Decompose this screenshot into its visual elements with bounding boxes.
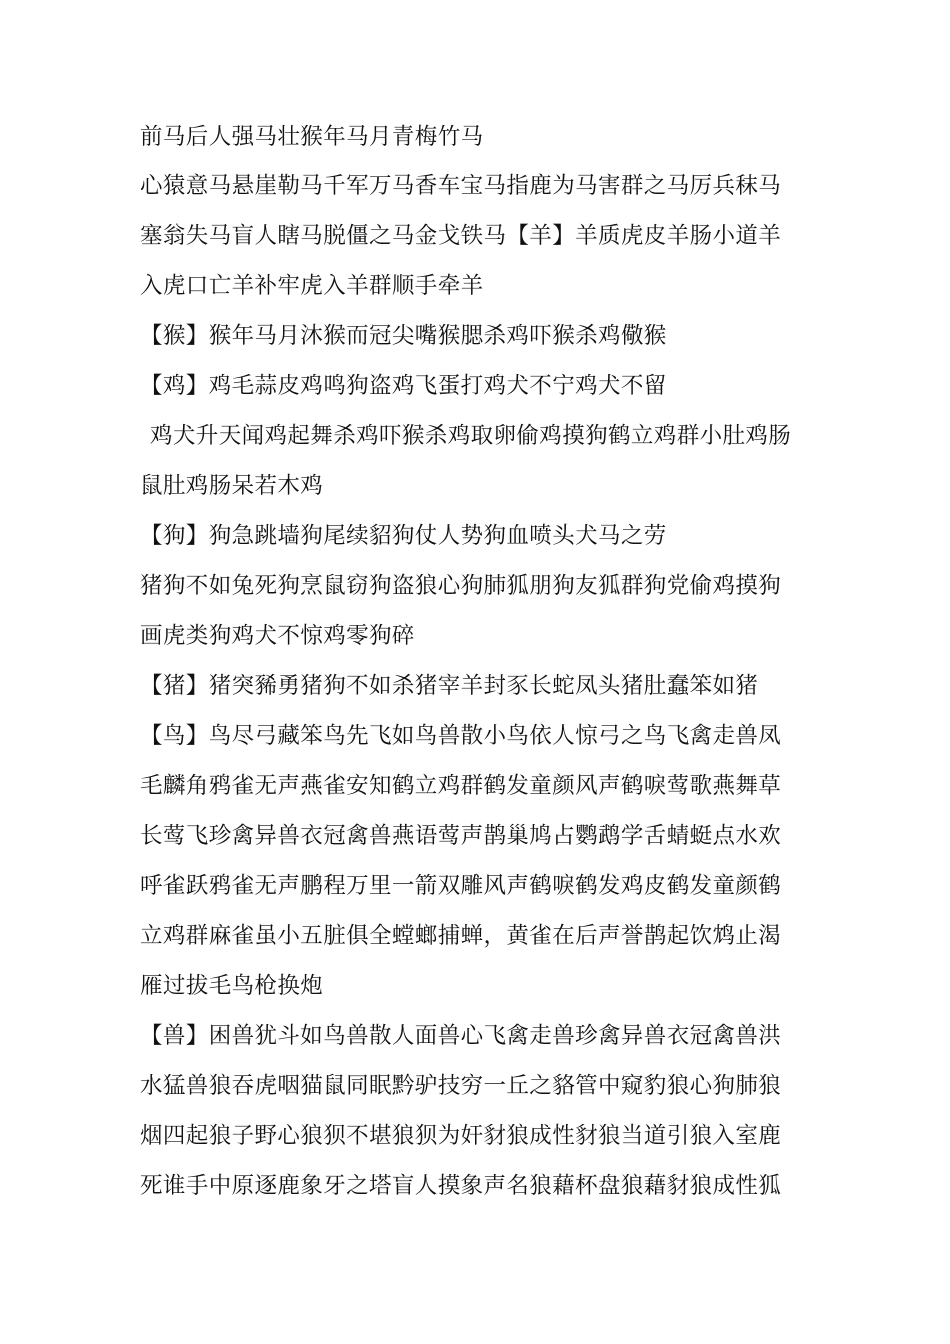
text-line: 猪狗不如兔死狗烹鼠窃狗盗狼心狗肺狐朋狗友狐群狗党偷鸡摸狗 bbox=[140, 573, 782, 599]
text-line: 立鸡群麻雀虽小五脏俱全螳螂捕蝉，黄雀在后声誉鹊起饮鸩止渴 bbox=[140, 923, 782, 949]
text-line: 鼠肚鸡肠呆若木鸡 bbox=[140, 473, 324, 499]
text-line: 【狗】狗急跳墙狗尾续貂狗仗人势狗血喷头犬马之劳 bbox=[140, 523, 667, 549]
text-line: 呼雀跃鸦雀无声鹏程万里一箭双雕风声鹤唳鹤发鸡皮鹤发童颜鹤 bbox=[140, 873, 782, 899]
text-line: 画虎类狗鸡犬不惊鸡零狗碎 bbox=[140, 623, 415, 649]
text-line: 水猛兽狼吞虎咽猫鼠同眠黔驴技穷一丘之貉管中窥豹狼心狗肺狼 bbox=[140, 1073, 782, 1099]
text-line: 鸡犬升天闻鸡起舞杀鸡吓猴杀鸡取卵偷鸡摸狗鹤立鸡群小肚鸡肠 bbox=[150, 423, 792, 449]
text-line: 前马后人强马壮猴年马月青梅竹马 bbox=[140, 124, 484, 150]
text-line: 【鸟】鸟尽弓藏笨鸟先飞如鸟兽散小鸟依人惊弓之鸟飞禽走兽凤 bbox=[140, 723, 782, 749]
text-line: 烟四起狼子野心狼狈不堪狼狈为奸豺狼成性豺狼当道引狼入室鹿 bbox=[140, 1123, 782, 1149]
text-line: 【猪】猪突豨勇猪狗不如杀猪宰羊封豕长蛇凤头猪肚蠢笨如猪 bbox=[140, 673, 759, 699]
text-line: 【兽】困兽犹斗如鸟兽散人面兽心飞禽走兽珍禽异兽衣冠禽兽洪 bbox=[140, 1023, 782, 1049]
text-line: 长莺飞珍禽异兽衣冠禽兽燕语莺声鹊巢鸠占鹦鹉学舌蜻蜓点水欢 bbox=[140, 823, 782, 849]
text-line: 【猴】猴年马月沐猴而冠尖嘴猴腮杀鸡吓猴杀鸡儆猴 bbox=[140, 323, 667, 349]
text-line: 入虎口亡羊补牢虎入羊群顺手牵羊 bbox=[140, 273, 484, 299]
text-line: 雁过拔毛鸟枪换炮 bbox=[140, 973, 324, 999]
text-line: 毛麟角鸦雀无声燕雀安知鹤立鸡群鹤发童颜风声鹤唳莺歌燕舞草 bbox=[140, 773, 782, 799]
text-line: 塞翁失马盲人瞎马脱僵之马金戈铁马【羊】羊质虎皮羊肠小道羊 bbox=[140, 223, 782, 249]
text-line: 死谁手中原逐鹿象牙之塔盲人摸象声名狼藉杯盘狼藉豺狼成性狐 bbox=[140, 1173, 782, 1199]
text-line: 【鸡】鸡毛蒜皮鸡鸣狗盗鸡飞蛋打鸡犬不宁鸡犬不留 bbox=[140, 373, 667, 399]
text-line: 心猿意马悬崖勒马千军万马香车宝马指鹿为马害群之马厉兵秣马 bbox=[140, 173, 782, 199]
